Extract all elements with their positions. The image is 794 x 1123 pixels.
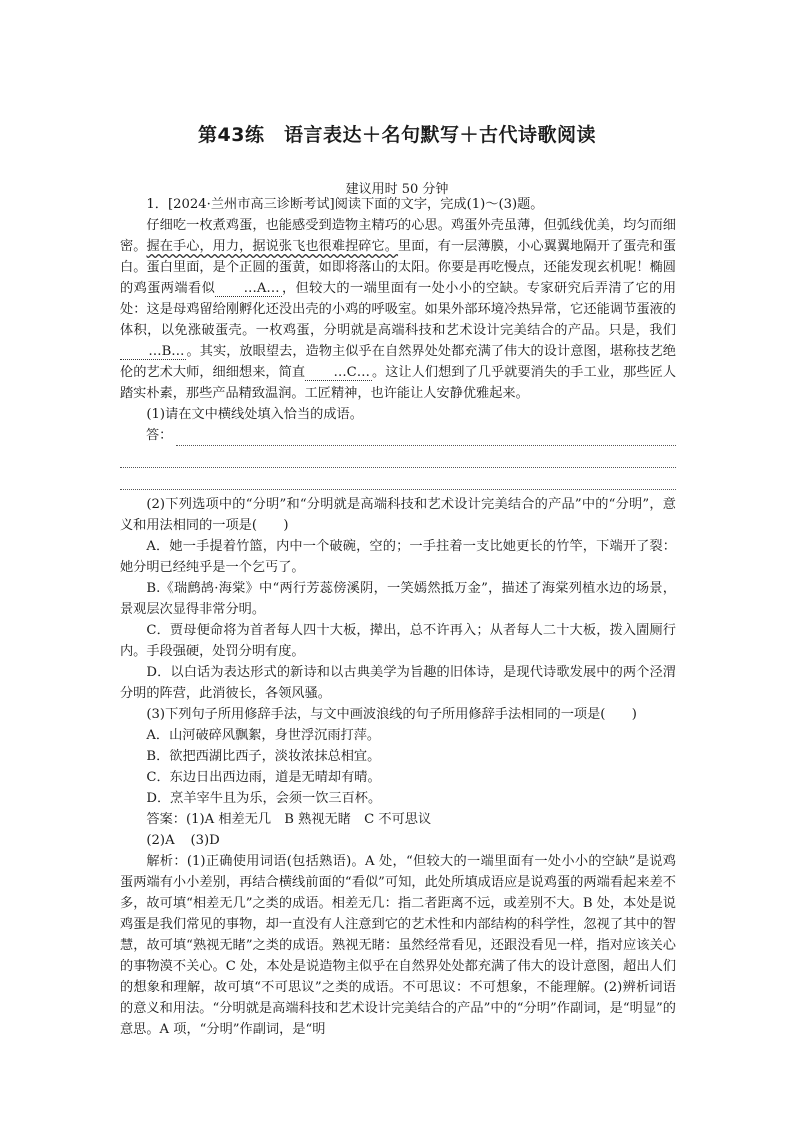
answer-line: [120, 446, 676, 468]
question-intro: 1．[2024·兰州市高三诊断考试]阅读下面的文字，完成(1)～(3)题。: [146, 197, 544, 212]
option-a: A．她一手提着竹篮，内中一个破碗，空的；一手拄着一支比她更长的竹竿，下端开了裂：她分明已经纯乎是一个乞丐了。: [120, 539, 676, 575]
sub-question-1: (1)请在文中横线处填入恰当的成语。: [146, 407, 363, 422]
passage-text: 里面，有一层薄膜，小心翼翼地隔开了蛋壳和蛋白。蛋白里面，是个正圆的蛋黄，如即将落山的太阳。你要是再吃慢点，还能发现玄机呢！椭圆的鸡蛋两端看似: [120, 239, 677, 296]
passage-text: ，但较大的一端里面有一处小小的空缺。专家研究后弄清了它的用处：这是母鸡留给刚孵化还没出壳的小鸡的呼吸室。如果外部环境冷热异常，它还能调节蛋液的体积，以免涨破蛋壳。一枚鸡蛋，分明就是高端科技和艺术设计完美结合的产品。只是，我们: [120, 281, 677, 338]
passage-text: 。这让人们想到了几乎就要消失的手工业，那些匠人踏实朴素，那些产品精致温润。工匠精神，也许能让人安静优雅起来。: [120, 365, 677, 401]
option-d: D．以白话为表达形式的新诗和以古典美学为旨趣的旧体诗，是现代诗歌发展中的两个泾渭分明的阵营，此消彼长，各领风骚。: [120, 665, 676, 701]
passage-text: 仔细吃一枚煮鸡蛋，也能感受到造物主精巧的心思。鸡蛋外壳虽薄，但弧线优美，均匀而细密。: [120, 218, 676, 254]
answer-label: 答：: [146, 428, 173, 443]
answer-key: 答案：(1)A 相差无几 B 熟视无睹 C 不可思议: [146, 812, 432, 827]
reading-passage: [120, 215, 676, 404]
sub-question-3: (3)下列句子所用修辞手法，与文中画波浪线的句子所用修辞手法相同的一项是( ): [146, 707, 637, 722]
option-c: C．东边日出西边雨，道是无晴却有晴。: [146, 770, 381, 785]
answer-line: [120, 425, 676, 446]
wavy-underlined-sentence: 握在手心，用力，据说张飞也很难捏碎它。: [146, 239, 399, 254]
page-title: 第43练 语言表达＋名句默写＋古代诗歌阅读: [198, 124, 596, 146]
blank-b: …B…: [120, 344, 186, 360]
passage-text: 。其实，放眼望去，造物主似乎在自然界处处都充满了伟大的设计意图，堪称技艺绝伦的艺术大师，细细想来，简直: [120, 344, 676, 380]
option-c: C．贾母便命将为首者每人四十大板，撵出，总不许再入；从者每人二十大板，拨入圊厕行内。手段强硬，处罚分明有度。: [120, 623, 676, 659]
blank-a: …A…: [215, 281, 281, 297]
sub-question-2: (2)下列选项中的“分明”和“分明就是高端科技和艺术设计完美结合的产品”中的“分明”，意义和用法相同的一项是( ): [120, 497, 676, 533]
blank-c: …C…: [305, 365, 372, 381]
analysis-text: 解析：(1)正确使用词语(包括熟语)。A 处，“但较大的一端里面有一处小小的空缺”是说鸡蛋两端有小小差别，再结合横线前面的“看似”可知，此处所填成语应是说鸡蛋的两端看起来差不多，故可填“相差无几”之类的成语。相差无几：指二者距离不远，或差别不大。B 处，本处是说鸡蛋是我们常见的事物，却一直没有人注意到它的艺术性和内部结构的科学性，忽视了其中的智慧，故可填“熟视无睹”之类的成语。熟视无睹：虽然经常看见，还跟没看见一样，指对应该关心的事物漠不关心。C 处，本处是说造物主似乎在自然界处处都充满了伟大的设计意图，超出人们的想象和理解，故可填“不可思议”之类的成语。不可思议：不可想象，不能理解。(2)辨析词语的意义和用法。“分明就是高端科技和艺术设计完美结合的产品”中的“分明”作副词，是“明显”的意思。A 项，“分明”作副词，是“明: [120, 854, 676, 1037]
suggested-time: 建议用时 50 分钟: [345, 182, 449, 197]
answer-key: (2)A (3)D: [146, 833, 220, 848]
option-d: D．烹羊宰牛且为乐，会须一饮三百杯。: [146, 791, 382, 806]
answer-line: [120, 468, 676, 490]
question-body: [120, 194, 676, 1040]
option-b: B.《瑞鹧鸪·海棠》中“两行芳蕊傍溪阴，一笑嫣然抵万金”，描述了海棠列植水边的场景，景观层次显得非常分明。: [120, 581, 676, 617]
option-a: A．山河破碎风飘絮，身世浮沉雨打萍。: [146, 728, 381, 743]
option-b: B．欲把西湖比西子，淡妆浓抹总相宜。: [146, 749, 381, 764]
